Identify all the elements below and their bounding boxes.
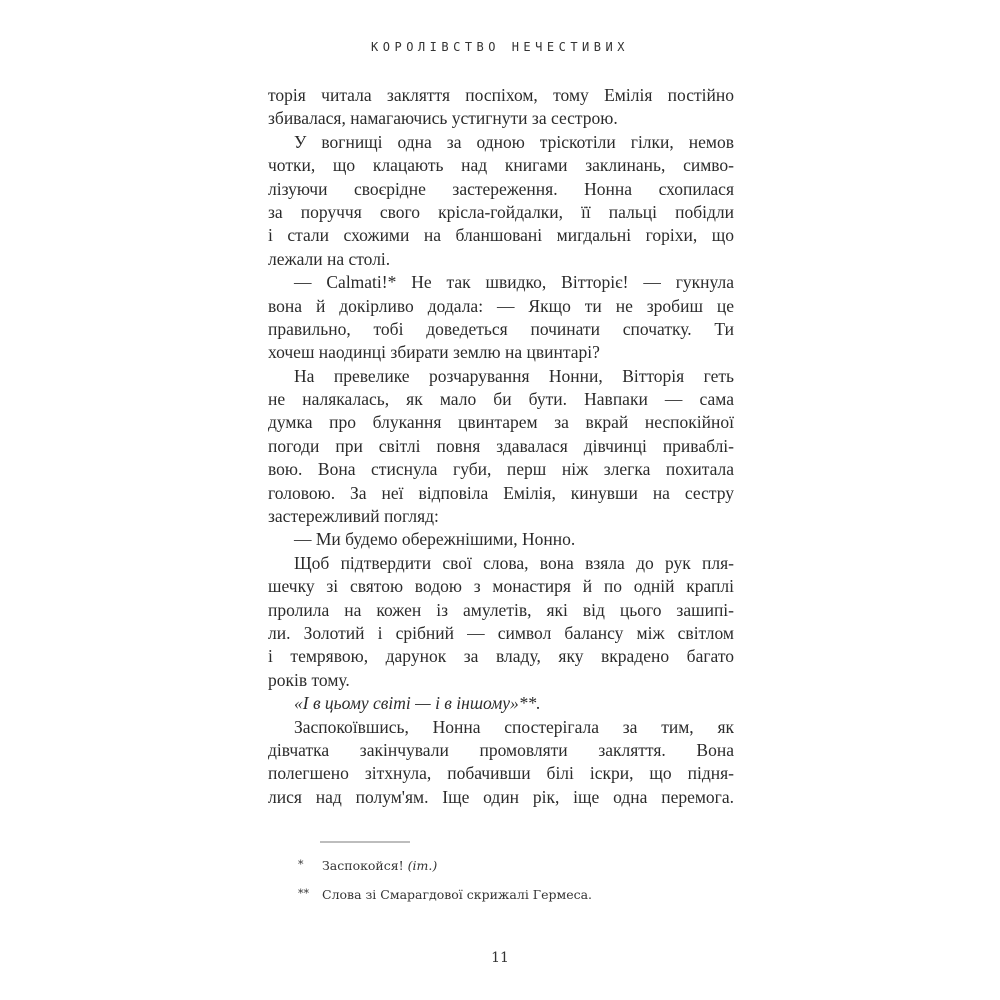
- footnote-1: [298, 858, 592, 887]
- text-line: хочеш наодинці збирати землю на цвинтарі?: [268, 342, 600, 363]
- footnote-text: Заспокойся!: [322, 858, 408, 873]
- footnote-language-note: (іт.): [407, 858, 438, 873]
- text-line: погоди при світлі повня здавалася дівчинці приваблі-: [268, 435, 734, 456]
- text-line: за поруччя свого крісла-гойдалки, її пальці побідли: [268, 201, 734, 222]
- text-line: полегшено зітхнула, побачивши білі іскри, що підня-: [268, 763, 734, 784]
- footnote-mark: *: [298, 858, 304, 871]
- text-line: чотки, що клацають над книгами заклинань, симво-: [268, 155, 734, 176]
- text-line: застережливий погляд:: [268, 506, 439, 527]
- text-line: Заспокоївшись, Нонна спостерігала за тим, як: [294, 716, 734, 737]
- text-line: шечку зі святою водою з монастиря й по одній краплі: [268, 576, 734, 597]
- page-number: 11: [491, 950, 509, 966]
- text-line: У вогнищі одна за одною тріскотіли гілки, немов: [294, 131, 734, 152]
- text-line: пролила на кожен із амулетів, які від цього зашипі-: [268, 599, 734, 620]
- text-line: думка про блукання цвинтарем за вкрай неспокійної: [268, 412, 734, 433]
- text-line: і темрявою, дарунок за владу, яку вкрадено багато: [268, 646, 734, 667]
- text-line: — Ми будемо обережнішими, Нонно.: [294, 529, 576, 550]
- text-line: збивалася, намагаючись устигнути за сестрою.: [268, 108, 618, 129]
- text-line: і стали схожими на бланшовані мигдальні горіхи, що: [268, 225, 734, 246]
- footnotes: [298, 858, 592, 916]
- text-line: головою. За неї відповіла Емілія, кинувши на сестру: [268, 482, 734, 503]
- text-line: правильно, тобі доведеться починати спочатку. Ти: [268, 318, 734, 339]
- footnote-2: [298, 887, 592, 916]
- text-line: Щоб підтвердити свої слова, вона взяла до рук пля-: [294, 552, 734, 573]
- footnote-divider: [320, 841, 410, 843]
- text-line: років тому.: [268, 669, 350, 690]
- text-line: дівчатка закінчували промовляти закляття. Вона: [268, 739, 734, 760]
- text-line: На превелике розчарування Нонни, Вітторія геть: [294, 365, 734, 386]
- running-header: КОРОЛІВСТВО НЕЧЕСТИВИХ: [371, 40, 629, 54]
- text-line: не налякалась, як мало би бути. Навпаки — сама: [268, 389, 734, 410]
- footnote-text: Слова зі Смарагдової скрижалі Гермеса.: [322, 887, 593, 902]
- text-line: вона й докірливо додала: — Якщо ти не зробиш це: [268, 295, 734, 316]
- body-text: [268, 84, 734, 809]
- text-line: торія читала закляття поспіхом, тому Емілія постійно: [268, 85, 734, 105]
- text-line: «І в цьому світі — і в іншому»**.: [294, 693, 541, 714]
- footnote-mark: **: [298, 887, 309, 900]
- text-line: лися над полум'ям. Іще один рік, іще одна перемога.: [268, 786, 734, 807]
- text-line: ли. Золотий і срібний — символ балансу між світлом: [268, 622, 734, 643]
- text-line: лізуючи своєрідне застереження. Нонна схопилася: [268, 178, 734, 199]
- text-line: вою. Вона стиснула губи, перш ніж злегка похитала: [268, 459, 734, 480]
- text-line: — Calmati!* Не так швидко, Вітторіє! — гукнула: [294, 272, 734, 293]
- text-line: лежали на столі.: [268, 248, 391, 269]
